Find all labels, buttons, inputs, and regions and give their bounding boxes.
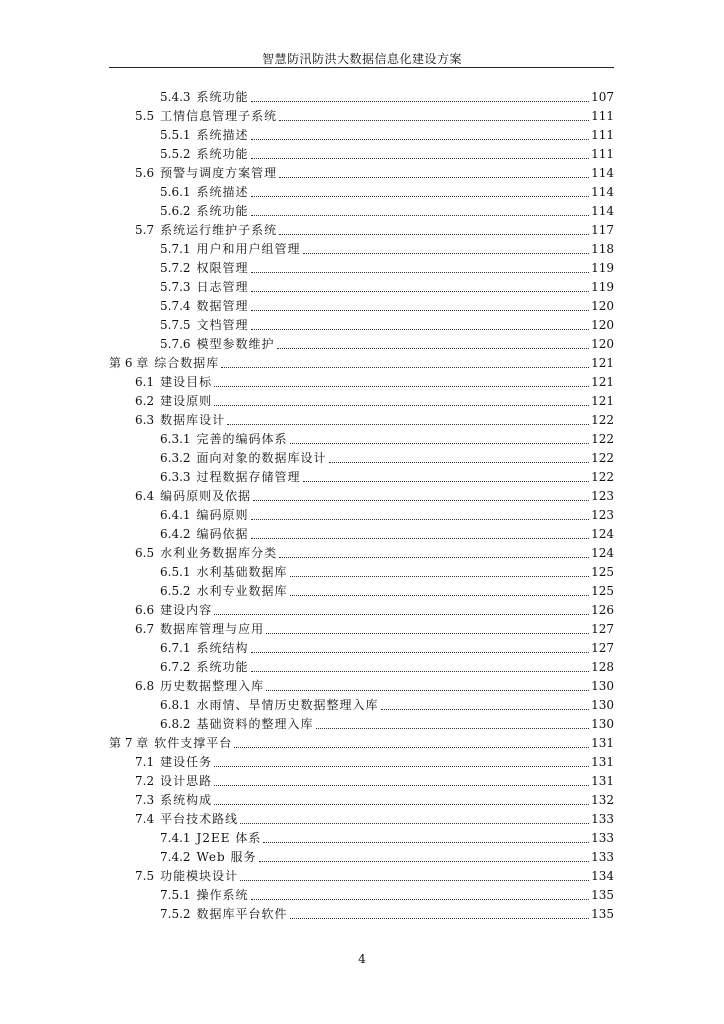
toc-entry[interactable]	[109, 430, 614, 449]
toc-entry-page: 130	[591, 698, 614, 712]
toc-entry-number: 7.2	[135, 774, 155, 788]
toc-entry-number: 6.8.1	[160, 698, 191, 712]
toc-leader-dots	[290, 443, 590, 444]
toc-entry-number: 6.3	[135, 413, 155, 427]
toc-entry-number: 5.7.4	[160, 299, 191, 313]
toc-leader-dots	[290, 918, 590, 919]
toc-entry-title: 用户和用户组管理	[196, 242, 301, 256]
toc-entry-number: 5.6	[135, 166, 155, 180]
toc-entry-title: 系统结构	[196, 641, 249, 655]
toc-entry-number: 5.6.2	[160, 204, 191, 218]
toc-entry-number: 6.7.1	[160, 641, 191, 655]
toc-entry-number: 7.4	[135, 812, 155, 826]
toc-entry-page: 133	[591, 850, 614, 864]
toc-entry-page: 130	[591, 679, 614, 693]
toc-entry-title: 工情信息管理子系统	[160, 109, 278, 123]
toc-entry-title: 面向对象的数据库设计	[196, 451, 327, 465]
toc-entry-number: 7.1	[135, 755, 155, 769]
toc-leader-dots	[251, 671, 590, 672]
toc-entry-number: 6.2	[135, 394, 155, 408]
toc-entry-title: 综合数据库	[154, 356, 220, 370]
toc-entry-number: 5.4.3	[160, 90, 191, 104]
toc-leader-dots	[277, 348, 590, 349]
toc-entry[interactable]	[109, 411, 614, 430]
toc-entry-page: 114	[591, 204, 614, 218]
toc-entry-page: 132	[591, 793, 614, 807]
toc-entry-number: 5.6.1	[160, 185, 191, 199]
toc-entry[interactable]	[109, 506, 614, 525]
toc-entry-title: 模型参数维护	[196, 337, 275, 351]
toc-entry[interactable]	[109, 354, 614, 373]
toc-leader-dots	[251, 215, 590, 216]
toc-leader-dots	[303, 253, 590, 254]
toc-entry-page: 131	[591, 755, 614, 769]
toc-leader-dots	[214, 804, 589, 805]
toc-entry[interactable]	[109, 639, 614, 658]
toc-entry-page: 128	[591, 660, 614, 674]
toc-entry-page: 118	[591, 242, 614, 256]
toc-leader-dots	[316, 728, 590, 729]
toc-entry-page: 111	[591, 147, 614, 161]
toc-entry-title: 系统功能	[196, 660, 249, 674]
toc-entry-page: 131	[591, 774, 614, 788]
toc-entry-page: 121	[591, 356, 614, 370]
toc-leader-dots	[251, 310, 590, 311]
toc-entry-page: 117	[591, 223, 614, 237]
toc-entry-page: 119	[591, 261, 614, 275]
toc-leader-dots	[251, 652, 590, 653]
toc-leader-dots	[279, 177, 589, 178]
toc-leader-dots	[303, 481, 590, 482]
toc-entry[interactable]	[109, 297, 614, 316]
toc-entry-page: 123	[591, 508, 614, 522]
toc-leader-dots	[290, 595, 590, 596]
toc-entry-title: 完善的编码体系	[196, 432, 288, 446]
toc-entry-title: 编码原则及依据	[160, 489, 252, 503]
toc-entry[interactable]	[109, 772, 614, 791]
toc-leader-dots	[214, 405, 589, 406]
toc-leader-dots	[251, 519, 590, 520]
toc-entry[interactable]	[109, 164, 614, 183]
toc-entry-page: 125	[591, 565, 614, 579]
toc-entry-title: 文档管理	[196, 318, 249, 332]
toc-entry-page: 133	[591, 812, 614, 826]
toc-entry[interactable]	[109, 829, 614, 848]
toc-entry[interactable]	[109, 107, 614, 126]
toc-leader-dots	[251, 196, 590, 197]
toc-entry-title: 操作系统	[196, 888, 249, 902]
toc-entry[interactable]	[109, 202, 614, 221]
toc-entry-title: J2EE 体系	[196, 831, 262, 845]
toc-entry[interactable]	[109, 145, 614, 164]
toc-entry-page: 123	[591, 489, 614, 503]
toc-leader-dots	[251, 158, 590, 159]
toc-entry-title: 权限管理	[196, 261, 249, 275]
toc-entry-page: 127	[591, 641, 614, 655]
toc-entry[interactable]	[109, 335, 614, 354]
toc-entry-title: 系统描述	[196, 185, 249, 199]
toc-entry-number: 6.3.3	[160, 470, 191, 484]
toc-leader-dots	[214, 766, 589, 767]
toc-entry-title: 历史数据整理入库	[160, 679, 265, 693]
toc-entry[interactable]	[109, 677, 614, 696]
toc-entry-title: Web 服务	[196, 850, 257, 864]
toc-entry[interactable]	[109, 487, 614, 506]
toc-leader-dots	[279, 234, 589, 235]
toc-entry-number: 6.3.2	[160, 451, 191, 465]
toc-leader-dots	[266, 633, 589, 634]
toc-leader-dots	[214, 614, 589, 615]
toc-entry[interactable]	[109, 221, 614, 240]
toc-entry-page: 125	[591, 584, 614, 598]
toc-entry-page: 121	[591, 394, 614, 408]
toc-entry[interactable]	[109, 240, 614, 259]
toc-leader-dots	[381, 709, 590, 710]
toc-leader-dots	[290, 576, 590, 577]
toc-leader-dots	[251, 899, 590, 900]
toc-leader-dots	[251, 139, 590, 140]
toc-entry[interactable]	[109, 601, 614, 620]
toc-entry-title: 建设内容	[160, 603, 213, 617]
toc-entry-number: 6.1	[135, 375, 155, 389]
toc-entry[interactable]	[109, 734, 614, 753]
toc-entry-title: 编码原则	[196, 508, 249, 522]
toc-entry-title: 基础资料的整理入库	[196, 717, 314, 731]
toc-entry-page: 114	[591, 166, 614, 180]
toc-entry-number: 6.5	[135, 546, 155, 560]
toc-entry-title: 建设目标	[160, 375, 213, 389]
toc-entry-page: 122	[591, 451, 614, 465]
toc-entry-title: 平台技术路线	[160, 812, 239, 826]
toc-leader-dots	[240, 823, 589, 824]
toc-entry-number: 6.3.1	[160, 432, 191, 446]
table-of-contents	[109, 88, 614, 924]
toc-leader-dots	[329, 462, 590, 463]
toc-entry-page: 133	[591, 831, 614, 845]
toc-entry-title: 预警与调度方案管理	[160, 166, 278, 180]
toc-entry-number: 6.8.2	[160, 717, 191, 731]
toc-entry-title: 系统功能	[196, 204, 249, 218]
toc-entry-title: 设计思路	[160, 774, 213, 788]
toc-entry-title: 数据库设计	[160, 413, 226, 427]
toc-entry[interactable]	[109, 620, 614, 639]
toc-leader-dots	[279, 120, 589, 121]
toc-entry-number: 6.4.2	[160, 527, 191, 541]
toc-entry-title: 编码依据	[196, 527, 249, 541]
toc-entry-page: 122	[591, 470, 614, 484]
toc-entry[interactable]	[109, 449, 614, 468]
toc-leader-dots	[214, 785, 589, 786]
toc-leader-dots	[251, 538, 590, 539]
toc-entry-title: 水雨情、旱情历史数据整理入库	[196, 698, 379, 712]
toc-entry-page: 114	[591, 185, 614, 199]
toc-entry-title: 建设原则	[160, 394, 213, 408]
toc-entry[interactable]	[109, 88, 614, 107]
toc-entry-number: 5.7.2	[160, 261, 191, 275]
toc-entry-page: 122	[591, 413, 614, 427]
toc-entry[interactable]	[109, 658, 614, 677]
toc-entry-page: 135	[591, 888, 614, 902]
toc-entry-page: 107	[591, 90, 614, 104]
toc-entry-number: 6.5.1	[160, 565, 191, 579]
toc-entry[interactable]	[109, 582, 614, 601]
toc-entry-title: 数据库平台软件	[196, 907, 288, 921]
toc-entry-title: 系统构成	[160, 793, 213, 807]
toc-leader-dots	[221, 367, 589, 368]
toc-entry-page: 124	[591, 527, 614, 541]
toc-entry-number: 5.7.1	[160, 242, 191, 256]
toc-entry-title: 软件支撑平台	[154, 736, 233, 750]
toc-entry-title: 水利专业数据库	[196, 584, 288, 598]
toc-entry-page: 134	[591, 869, 614, 883]
toc-entry-number: 5.7.6	[160, 337, 191, 351]
toc-entry-page: 120	[591, 337, 614, 351]
toc-entry[interactable]	[109, 316, 614, 335]
toc-entry-number: 6.5.2	[160, 584, 191, 598]
toc-entry-title: 数据管理	[196, 299, 249, 313]
toc-entry-page: 126	[591, 603, 614, 617]
toc-leader-dots	[253, 500, 589, 501]
toc-leader-dots	[266, 690, 589, 691]
toc-entry-number: 6.4.1	[160, 508, 191, 522]
toc-entry-number: 5.5	[135, 109, 155, 123]
toc-entry[interactable]	[109, 563, 614, 582]
toc-leader-dots	[251, 329, 590, 330]
toc-entry-number: 6.6	[135, 603, 155, 617]
toc-entry-number: 5.5.2	[160, 147, 191, 161]
toc-entry[interactable]	[109, 525, 614, 544]
toc-entry-title: 过程数据存储管理	[196, 470, 301, 484]
toc-entry-number: 5.7	[135, 223, 155, 237]
toc-entry[interactable]	[109, 753, 614, 772]
toc-entry-number: 5.7.5	[160, 318, 191, 332]
toc-entry-page: 122	[591, 432, 614, 446]
toc-leader-dots	[251, 291, 590, 292]
toc-entry-number: 6.7.2	[160, 660, 191, 674]
toc-leader-dots	[279, 557, 589, 558]
toc-leader-dots	[259, 861, 590, 862]
toc-entry-number: 5.7.3	[160, 280, 191, 294]
header-divider	[109, 67, 614, 68]
toc-leader-dots	[214, 386, 589, 387]
toc-entry[interactable]	[109, 715, 614, 734]
toc-entry-number: 7.5.1	[160, 888, 191, 902]
toc-entry-title: 日志管理	[196, 280, 249, 294]
toc-entry[interactable]	[109, 373, 614, 392]
toc-entry-number: 5.5.1	[160, 128, 191, 142]
toc-entry-number: 7.5	[135, 869, 155, 883]
toc-entry-page: 111	[591, 109, 614, 123]
toc-entry-page: 131	[591, 736, 614, 750]
toc-entry[interactable]	[109, 126, 614, 145]
toc-entry[interactable]	[109, 392, 614, 411]
toc-entry[interactable]	[109, 810, 614, 829]
toc-entry-page: 111	[591, 128, 614, 142]
toc-entry[interactable]	[109, 696, 614, 715]
page-header-title: 智慧防汛防洪大数据信息化建设方案	[261, 52, 462, 66]
toc-entry-number: 7.4.1	[160, 831, 191, 845]
toc-entry[interactable]	[109, 183, 614, 202]
toc-entry-page: 120	[591, 318, 614, 332]
toc-entry-page: 135	[591, 907, 614, 921]
toc-entry-title: 功能模块设计	[160, 869, 239, 883]
toc-entry-title: 水利业务数据库分类	[160, 546, 278, 560]
toc-entry-page: 124	[591, 546, 614, 560]
toc-entry[interactable]	[109, 848, 614, 867]
toc-entry-title: 水利基础数据库	[196, 565, 288, 579]
toc-entry[interactable]	[109, 259, 614, 278]
toc-entry-page: 119	[591, 280, 614, 294]
toc-entry-page: 127	[591, 622, 614, 636]
toc-entry-page: 121	[591, 375, 614, 389]
toc-entry-number: 第 6 章	[109, 356, 149, 370]
toc-entry-number: 6.8	[135, 679, 155, 693]
toc-leader-dots	[227, 424, 589, 425]
toc-entry-number: 第 7 章	[109, 736, 149, 750]
toc-entry-number: 7.4.2	[160, 850, 191, 864]
toc-entry[interactable]	[109, 905, 614, 924]
page-number: 4	[358, 952, 366, 966]
toc-entry-title: 系统功能	[196, 90, 249, 104]
toc-entry-number: 7.3	[135, 793, 155, 807]
toc-entry-number: 6.7	[135, 622, 155, 636]
toc-entry[interactable]	[109, 468, 614, 487]
toc-entry-page: 120	[591, 299, 614, 313]
toc-leader-dots	[240, 880, 589, 881]
toc-leader-dots	[251, 101, 590, 102]
toc-leader-dots	[251, 272, 590, 273]
toc-leader-dots	[234, 747, 589, 748]
toc-entry[interactable]	[109, 886, 614, 905]
toc-entry-number: 7.5.2	[160, 907, 191, 921]
toc-entry-title: 系统描述	[196, 128, 249, 142]
toc-entry-number: 6.4	[135, 489, 155, 503]
toc-entry-title: 建设任务	[160, 755, 213, 769]
toc-entry-title: 系统运行维护子系统	[160, 223, 278, 237]
toc-entry[interactable]	[109, 867, 614, 886]
toc-entry-title: 数据库管理与应用	[160, 622, 265, 636]
toc-entry[interactable]	[109, 791, 614, 810]
toc-entry[interactable]	[109, 278, 614, 297]
toc-leader-dots	[263, 842, 589, 843]
toc-entry[interactable]	[109, 544, 614, 563]
toc-entry-title: 系统功能	[196, 147, 249, 161]
toc-entry-page: 130	[591, 717, 614, 731]
